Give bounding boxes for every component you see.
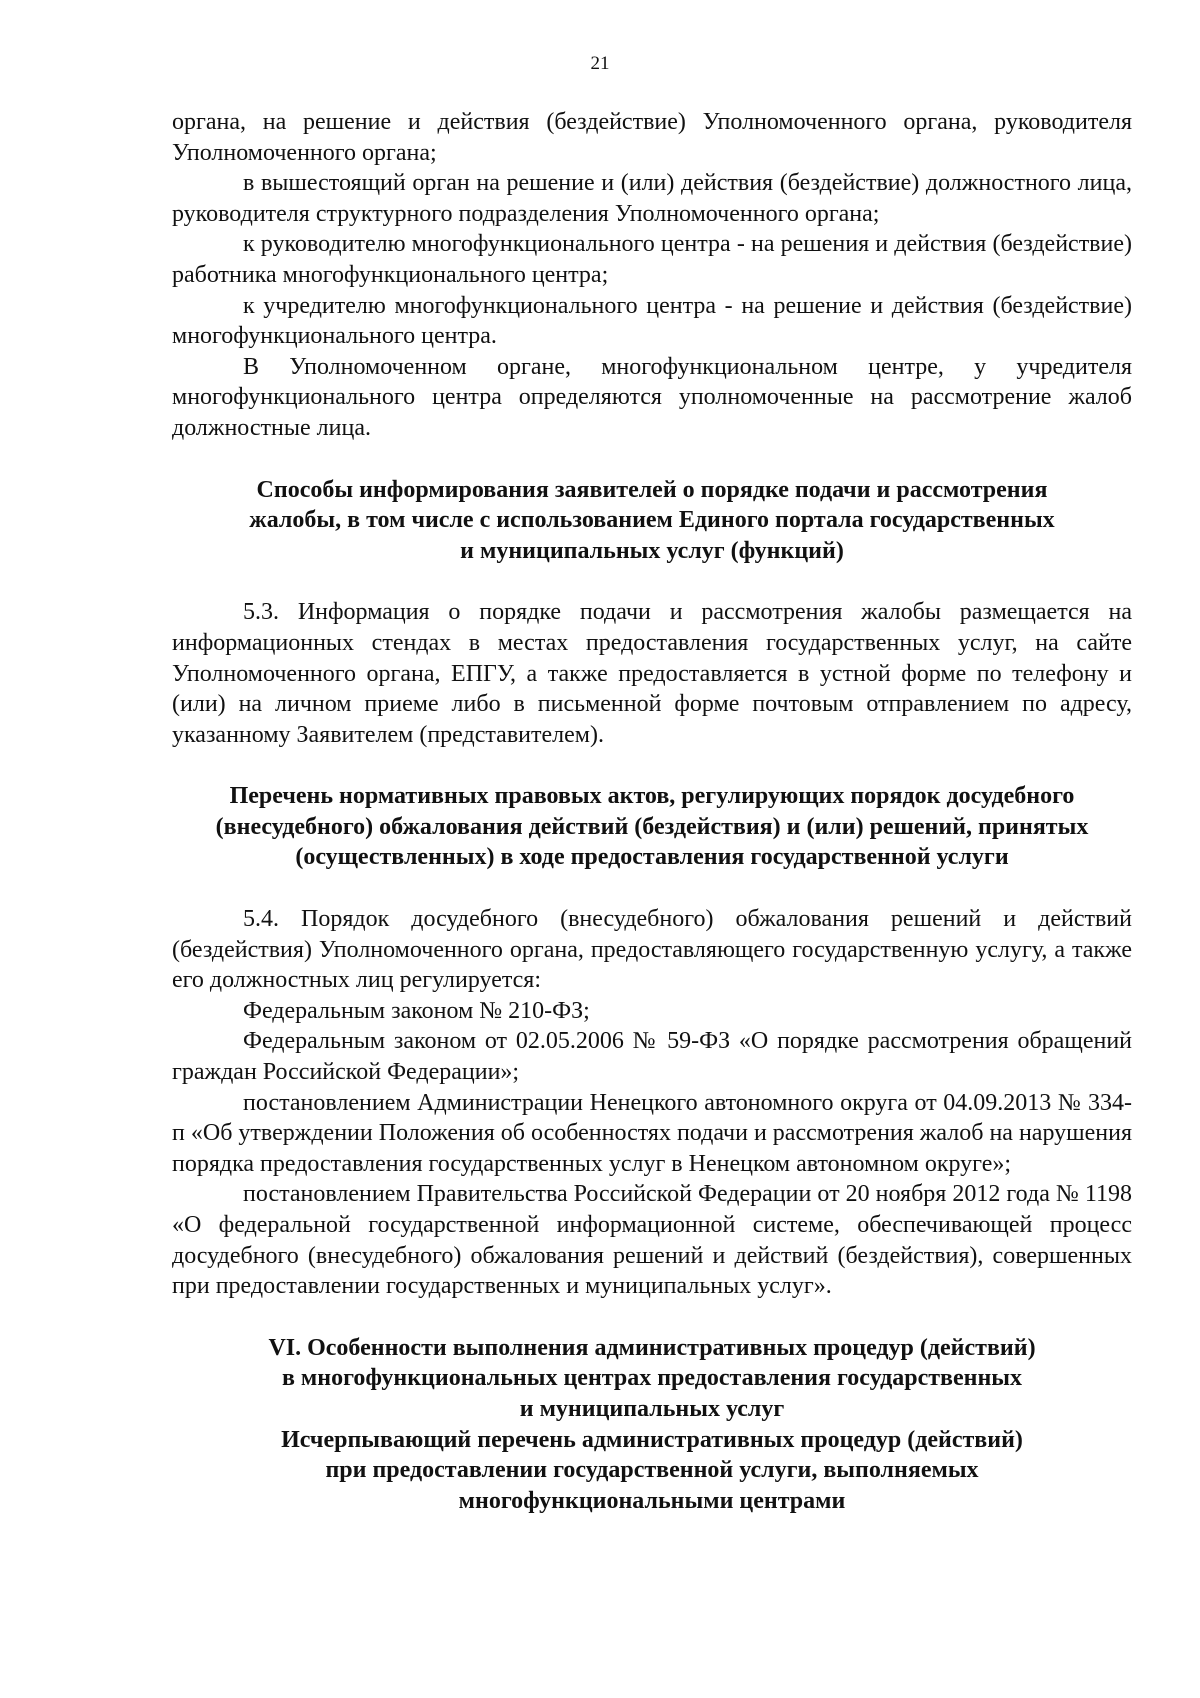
heading-line: жалобы, в том числе с использованием Единого портала государственных — [249, 507, 1055, 534]
paragraph: Федеральным законом № 210-ФЗ; — [243, 997, 590, 1024]
section-heading — [172, 475, 1132, 567]
section-heading — [172, 781, 1132, 873]
paragraph: к руководителю многофункционального центра - на решения и действия (бездействие) работника многофункционального центра; — [172, 231, 1132, 288]
heading-line: и муниципальных услуг (функций) — [460, 537, 844, 564]
paragraph: В Уполномоченном органе, многофункциональном центре, у учредителя многофункционального центра определяются уполномоченные на рассмотрение жалоб должностные лица. — [172, 353, 1132, 441]
paragraph: Федеральным законом от 02.05.2006 № 59-ФЗ «О порядке рассмотрения обращений граждан Российской Федерации»; — [172, 1028, 1132, 1086]
heading-line: (внесудебного) обжалования действий (бездействия) и (или) решений, принятых — [215, 813, 1089, 840]
chapter-heading — [172, 1333, 1132, 1517]
spacer — [172, 1302, 1132, 1333]
paragraph: в вышестоящий орган на решение и (или) действия (бездействие) должностного лица, руководителя структурного подразделения Уполномоченного органа; — [172, 170, 1132, 227]
spacer — [172, 444, 1132, 475]
heading-line: (осуществленных) в ходе предоставления государственной услуги — [295, 844, 1009, 871]
heading-line: в многофункциональных центрах предоставления государственных — [281, 1365, 1023, 1392]
paragraph: к учредителю многофункционального центра - на решение и действия (бездействие) многофункционального центра. — [172, 292, 1132, 350]
heading-line: при предоставлении государственной услуги, выполняемых — [325, 1457, 979, 1484]
paragraph: органа, на решение и действия (бездействие) Уполномоченного органа, руководителя Уполномоченного органа; — [172, 109, 1132, 166]
paragraph: 5.4. Порядок досудебного (внесудебного) обжалования решений и действий (бездействия) Уполномоченного органа, предоставляющего государственную услугу, а также его должностных лиц регулируется: — [172, 906, 1132, 994]
heading-line: VI. Особенности выполнения административных процедур (действий) — [268, 1334, 1036, 1361]
spacer — [172, 750, 1132, 781]
heading-line: многофункциональными центрами — [458, 1487, 846, 1514]
heading-line: и муниципальных услуг — [519, 1395, 785, 1422]
heading-line: Перечень нормативных правовых актов, регулирующих порядок досудебного — [229, 783, 1075, 810]
heading-line: Исчерпывающий перечень административных процедур (действий) — [281, 1426, 1023, 1453]
heading-line: Способы информирования заявителей о порядке подачи и рассмотрения — [256, 476, 1048, 503]
page-content — [172, 107, 1132, 1516]
page-number: 21 — [590, 53, 610, 74]
paragraph: постановлением Правительства Российской Федерации от 20 ноября 2012 года № 1198 «О федеральной государственной информационной системе, обеспечивающей процесс досудебного (внесудебного) обжалования решений и действий (бездействия), совершенных при предоставлении государственных и муниципальных услуг». — [172, 1181, 1132, 1300]
spacer — [172, 566, 1132, 597]
spacer — [172, 873, 1132, 904]
paragraph: постановлением Администрации Ненецкого автономного округа от 04.09.2013 № 334-п «Об утверждении Положения об особенностях подачи и рассмотрения жалоб на нарушения порядка предоставления государственных услуг в Ненецком автономном округе»; — [172, 1089, 1132, 1177]
paragraph: 5.3. Информация о порядке подачи и рассмотрения жалобы размещается на информационных стендах в местах предоставления государственных услуг, на сайте Уполномоченного органа, ЕПГУ, а также предоставляется в устной форме по телефону и (или) на личном приеме либо в письменной форме почтовым отправлением по адресу, указанному Заявителем (представителем). — [172, 599, 1132, 748]
